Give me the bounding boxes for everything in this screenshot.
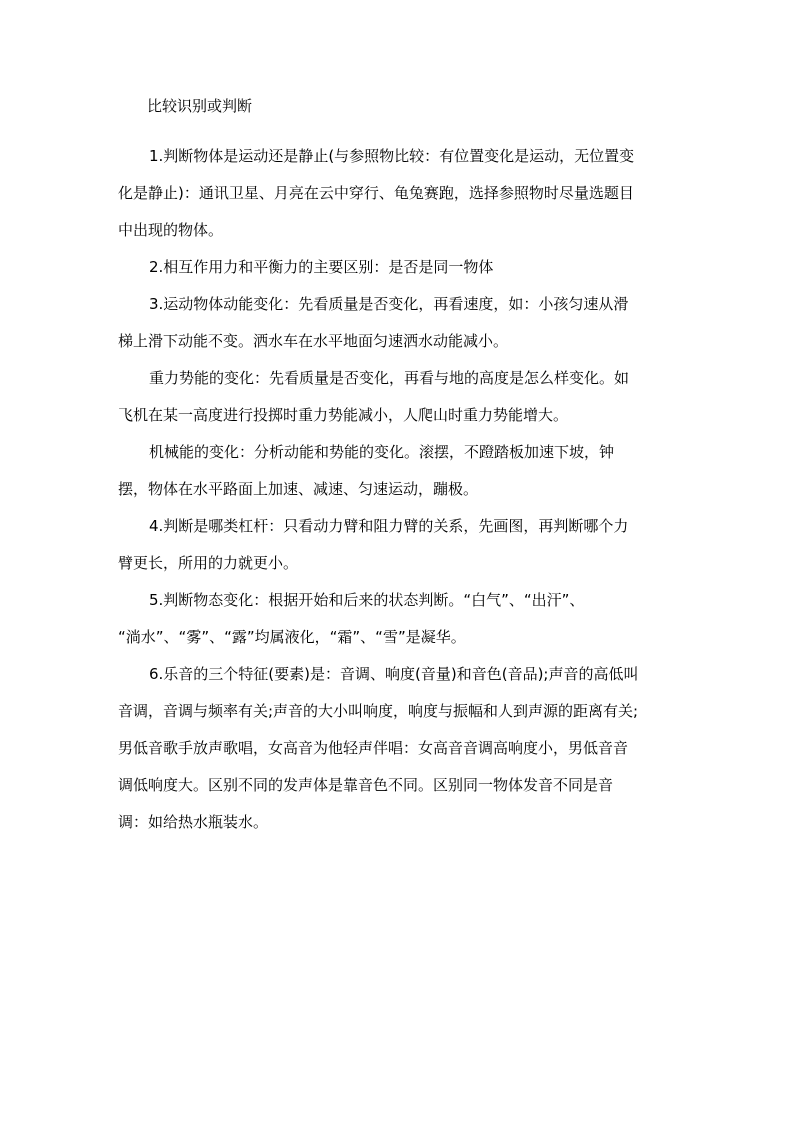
paragraph-line: 梯上滑下动能不变。洒水车在水平地面匀速洒水动能减小。 — [118, 332, 509, 350]
paragraph-line: 3.运动物体动能变化：先看质量是否变化，再看速度，如：小孩匀速从滑 — [149, 295, 629, 313]
paragraph-line: 2.相互作用力和平衡力的主要区别：是否是同一物体 — [149, 258, 494, 276]
paragraph-line: 臂更长，所用的力就更小。 — [118, 554, 299, 572]
paragraph-line: 飞机在某一高度进行投掷时重力势能减小，人爬山时重力势能增大。 — [118, 406, 569, 424]
paragraph-line: 化是静止)：通讯卫星、月亮在云中穿行、龟兔赛跑，选择参照物时尽量选题目 — [118, 184, 634, 202]
document-body — [118, 96, 678, 841]
section-heading: 比较识别或判断 — [147, 97, 253, 115]
paragraph — [118, 360, 678, 434]
paragraph — [118, 249, 678, 286]
paragraph-line: 调低响度大。区别不同的发声体是靠音色不同。区别同一物体发音不同是音 — [118, 776, 614, 794]
paragraph-line: 重力势能的变化：先看质量是否变化，再看与地的高度是怎么样变化。如 — [149, 369, 630, 387]
paragraph — [118, 656, 678, 841]
paragraph-line: 6.乐音的三个特征(要素)是：音调、响度(音量)和音色(音品);声音的高低叫 — [149, 665, 639, 683]
paragraph — [118, 138, 678, 249]
paragraph — [118, 434, 678, 508]
paragraph-line: 1.判断物体是运动还是静止(与参照物比较：有位置变化是运动，无位置变 — [149, 147, 635, 165]
paragraph — [118, 582, 678, 656]
paragraph-line: 音调，音调与频率有关;声音的大小叫响度，响度与振幅和人到声源的距离有关; — [118, 702, 639, 720]
paragraph-line: 调：如给热水瓶装水。 — [118, 813, 269, 831]
paragraph-line: 机械能的变化：分析动能和势能的变化。滚摆，不蹬踏板加速下坡，钟 — [149, 443, 615, 461]
paragraph-line: “淌水”、“雾”、“露”均属液化，“霜”、“雪”是凝华。 — [118, 628, 466, 646]
paragraph-line: 男低音歌手放声歌唱，女高音为他轻声伴唱：女高音音调高响度小，男低音音 — [118, 739, 629, 757]
paragraph-line: 5.判断物态变化：根据开始和后来的状态判断。“白气”、“出汗”、 — [149, 591, 585, 609]
paragraph-line: 4.判断是哪类杠杆：只看动力臂和阻力臂的关系，先画图，再判断哪个力 — [149, 517, 629, 535]
paragraph — [118, 508, 678, 582]
paragraph-line: 摆，物体在水平路面上加速、减速、匀速运动，蹦极。 — [118, 480, 479, 498]
paragraph — [118, 286, 678, 360]
paragraph-line: 中出现的物体。 — [118, 221, 224, 239]
